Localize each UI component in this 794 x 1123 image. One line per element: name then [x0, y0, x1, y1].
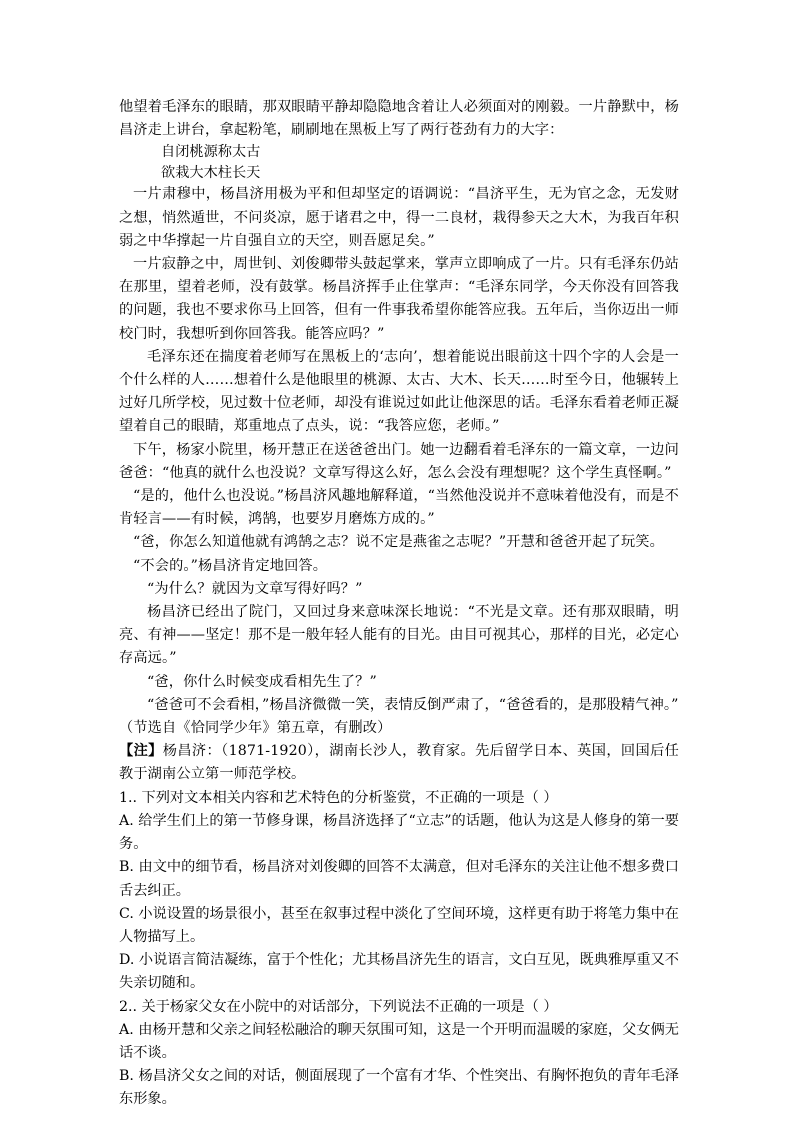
paragraph-6: “是的，他什么也没说。”杨昌济风趣地解释道，“当然他没说并不意味着他没有，而是不肯轻言——有时候，鸿鹄，也要岁月磨炼方成的。”	[119, 488, 679, 528]
annotation	[119, 740, 679, 786]
paragraph-11: “爸，你什么时候变成看相先生了？”	[147, 673, 377, 690]
paragraph-3: 一片寂静之中，周世钊、刘俊卿带头鼓起掌来，掌声立即响成了一片。只有毛泽东仍站在那里，望着老师，没有鼓掌。杨昌济挥手止住掌声：“毛泽东同学，今天你没有回答我的问题，我也不要求你马上回答，但有一件事我希望你能答应我。五年后，当你迈出一师校门时，我想听到你回答我。能答应吗？”	[119, 256, 679, 342]
paragraph-5: 下午，杨家小院里，杨开慧正在送爸爸出门。她一边翻看着毛泽东的一篇文章，一边问爸爸：“他真的就什么也没说？文章写得这么好，怎么会没有理想呢？这个学生真怪啊。”	[119, 441, 679, 481]
paragraph-10: 杨昌济已经出了院门，又回过身来意味深长地说：“不光是文章。还有那双眼睛，明亮、有神——坚定！那不是一般年轻人能有的目光。由目可视其心，那样的目光，必定心存高远。”	[119, 604, 679, 667]
poem-line-1: 自闭桃源称太古	[161, 144, 261, 161]
question-1-option-a: A. 给学生们上的第一节修身课，杨昌济选择了“立志”的话题，他认为这是人修身的第一要务。	[119, 812, 679, 853]
poem-line-2: 欲栽大木柱长天	[161, 164, 261, 181]
paragraph-4: 毛泽东还在揣度着老师写在黑板上的‘志向’，想着能说出眼前这十四个字的人会是一个什么样的人……想着什么是他眼里的桃源、太古、大木、长天……时至今日，他辗转上过好几所学校，见过数十位老师，却没有谁说过如此让他深思的话。毛泽东看着老师正凝望着自己的眼睛，郑重地点了点头，说：“我答应您，老师。”	[119, 348, 679, 435]
question-2-option-b: B. 杨昌济父女之间的对话，侧面展现了一个富有才华、个性突出、有胸怀抱负的青年毛泽东形象。	[119, 1068, 679, 1108]
question-1-option-b: B. 由文中的细节看，杨昌济对刘俊卿的回答不太满意，但对毛泽东的关注让他不想多费口舌去纠正。	[119, 859, 679, 899]
annotation-mark: 【注】	[119, 743, 163, 760]
paragraph-9: “为什么？就因为文章写得好吗？”	[147, 580, 363, 597]
question-2-option-a: A. 由杨开慧和父亲之间轻松融洽的聊天氛围可知，这是一个开明而温暖的家庭，父女俩无话不谈。	[119, 1021, 679, 1061]
paragraph-2: 一片肃穆中，杨昌济用极为平和但却坚定的语调说：“昌济平生，无为官之念，无发财之想，悄然遁世，不问炎凉，愿于诸君之中，得一二良材，栽得参天之大木，为我百年积弱之中华撑起一片自强自立的天空，则吾愿足矣。”	[119, 186, 679, 249]
paragraph-8: “不会的。”杨昌济肯定地回答。	[133, 557, 328, 574]
annotation-text: 杨昌济：（1871-1920），湖南长沙人，教育家。先后留学日本、英国，回国后任教于湖南公立第一师范学校。	[119, 743, 680, 783]
paragraph-12: “爸爸可不会看相，”杨昌济微微一笑，表情反倒严肃了，“爸爸看的，是那股精气神。”	[147, 696, 679, 713]
question-2-stem: 2.. 关于杨家父女在小院中的对话部分，下列说法不正确的一项是（ ）	[119, 998, 558, 1015]
question-1-option-c: C. 小说设置的场景很小，甚至在叙事过程中淡化了空间环境，这样更有助于将笔力集中在人物描写上。	[119, 905, 679, 945]
source-note: （节选自《恰同学少年》第五章，有删改）	[119, 720, 392, 737]
document-page	[119, 96, 679, 1112]
question-1-stem: 1.. 下列对文本相关内容和艺术特色的分析鉴赏，不正确的一项是（ ）	[119, 789, 558, 806]
question-1-option-d: D. 小说语言简洁凝练，富于个性化；尤其杨昌济先生的语言，文白互见，既典雅厚重又不失亲切随和。	[119, 952, 679, 992]
paragraph-7: “爸，你怎么知道他就有鸿鹄之志？说不定是燕雀之志呢？”开慧和爸爸开起了玩笑。	[133, 534, 664, 551]
paragraph-1: 他望着毛泽东的眼睛，那双眼睛平静却隐隐地含着让人必须面对的刚毅。一片静默中，杨昌济走上讲台，拿起粉笔，刷刷地在黑板上写了两行苍劲有力的大字：	[119, 99, 679, 139]
